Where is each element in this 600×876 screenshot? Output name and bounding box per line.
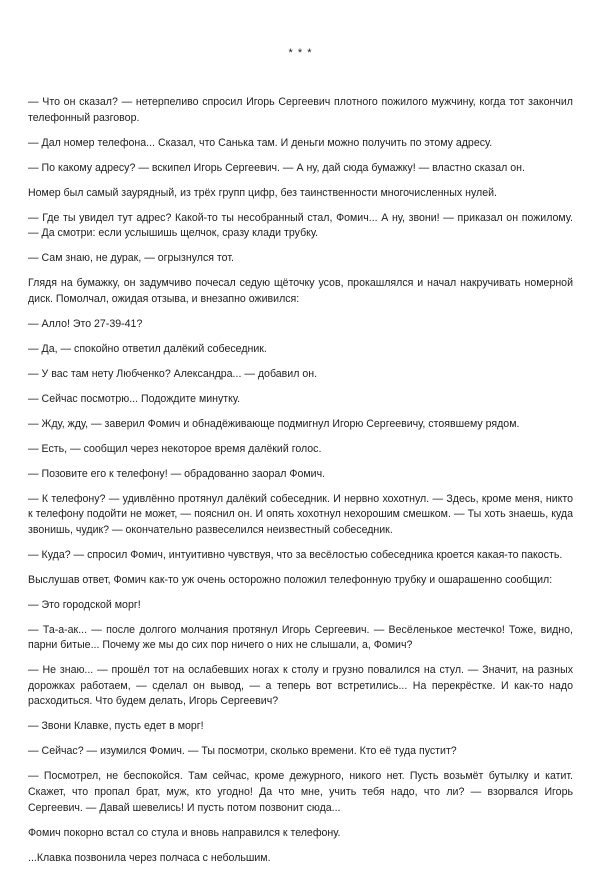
paragraph: — Позовите его к телефону! — обрадованно заорал Фомич. — [28, 467, 326, 480]
paragraph: — Это городской морг! — [28, 598, 141, 611]
text-body — [28, 95, 573, 876]
paragraph: — Сейчас? — изумился Фомич. — Ты посмотри, сколько времени. Кто её туда пустит? — [28, 745, 457, 758]
paragraph: — К телефону? — удивлённо протянул далёкий собеседник. И нервно хохотнул. — Здесь, кроме меня, никто к телефону подойти не может, — пояснил он. И опять хохотнул нехорошим смешком. — Ты хоть знаешь, куда звонишь, чудик? — окончательно развеселился неизвестный собеседник. — [28, 492, 573, 536]
paragraph: — Звони Клавке, пусть едет в морг! — [28, 720, 204, 733]
paragraph: Номер был самый заурядный, из трёх групп цифр, без таинственности многочисленных нулей. — [28, 186, 497, 199]
paragraph: — Дал номер телефона... Сказал, что Санька там. И деньги можно получить по этому адресу. — [28, 136, 493, 149]
paragraph: — Сам знаю, не дурак, — огрызнулся тот. — [28, 252, 234, 265]
paragraph: ...Клавка позвонила через полчаса с небольшим. — [28, 851, 271, 864]
paragraph: Выслушав ответ, Фомич как-то уж очень осторожно положил телефонную трубку и ошарашенно сообщил: — [28, 573, 553, 586]
paragraph: — По какому адресу? — вскипел Игорь Сергеевич. — А ну, дай сюда бумажку! — властно сказал он. — [28, 161, 525, 174]
paragraph: Фомич покорно встал со стула и вновь направился к телефону. — [28, 826, 341, 839]
paragraph: — Жду, жду, — заверил Фомич и обнадёживающе подмигнул Игорю Сергеевичу, стоявшему рядом. — [28, 417, 520, 430]
paragraph: — Не знаю... — прошёл тот на ослабевших ногах к столу и грузно повалился на стул. — Значит, на разных дорожках работаем, — сделал он вывод, — а теперь вот встретились... На перекрёстке. И как-то надо расходиться. Что будем делать, Игорь Сергеевич? — [28, 664, 573, 708]
paragraph: — Есть, — сообщил через некоторое время далёкий голос. — [28, 442, 322, 455]
paragraph: — Сейчас посмотрю... Подождите минутку. — [28, 392, 241, 405]
paragraph: — Куда? — спросил Фомич, интуитивно чувствуя, что за весёлостью собеседника кроется какая-то пакость. — [28, 548, 563, 561]
paragraph: — Та-а-ак... — после долгого молчания протянул Игорь Сергеевич. — Весёленькое местечко! Тоже, видно, парни битые... Почему же мы до сих пор ничего о них не слышали, а, Фомич? — [28, 623, 573, 652]
paragraph: Глядя на бумажку, он задумчиво почесал седую щёточку усов, прокашлялся и начал накручивать номерной диск. Помолчал, ожидая отзыва, и внезапно оживился: — [28, 277, 573, 305]
paragraph: — Да, — спокойно ответил далёкий собеседник. — [28, 342, 267, 355]
paragraph: — У вас там нету Любченко? Александра... — добавил он. — [28, 367, 318, 380]
document-page — [28, 0, 573, 864]
paragraph: — Алло! Это 27-39-41? — [28, 317, 143, 330]
section-separator: * * * — [288, 47, 313, 59]
paragraph: — Посмотрел, не беспокойся. Там сейчас, кроме дежурного, никого нет. Пусть возьмёт бутылку и катит. Скажет, что пропал брат, муж, кто угодно! Да что мне, учить тебя надо, что ли? — взорвался Игорь Сергеевич. — Давай шевелись! И пусть потом позвонит сюда... — [28, 770, 573, 814]
paragraph: — Что он сказал? — нетерпеливо спросил Игорь Сергеевич плотного пожилого мужчину, когда тот закончил телефонный разговор. — [28, 96, 573, 124]
paragraph: — Где ты увидел тут адрес? Какой-то ты несобранный стал, Фомич... А ну, звони! — приказал он пожилому. — Да смотри: если услышишь щелчок, сразу клади трубку. — [28, 211, 573, 240]
